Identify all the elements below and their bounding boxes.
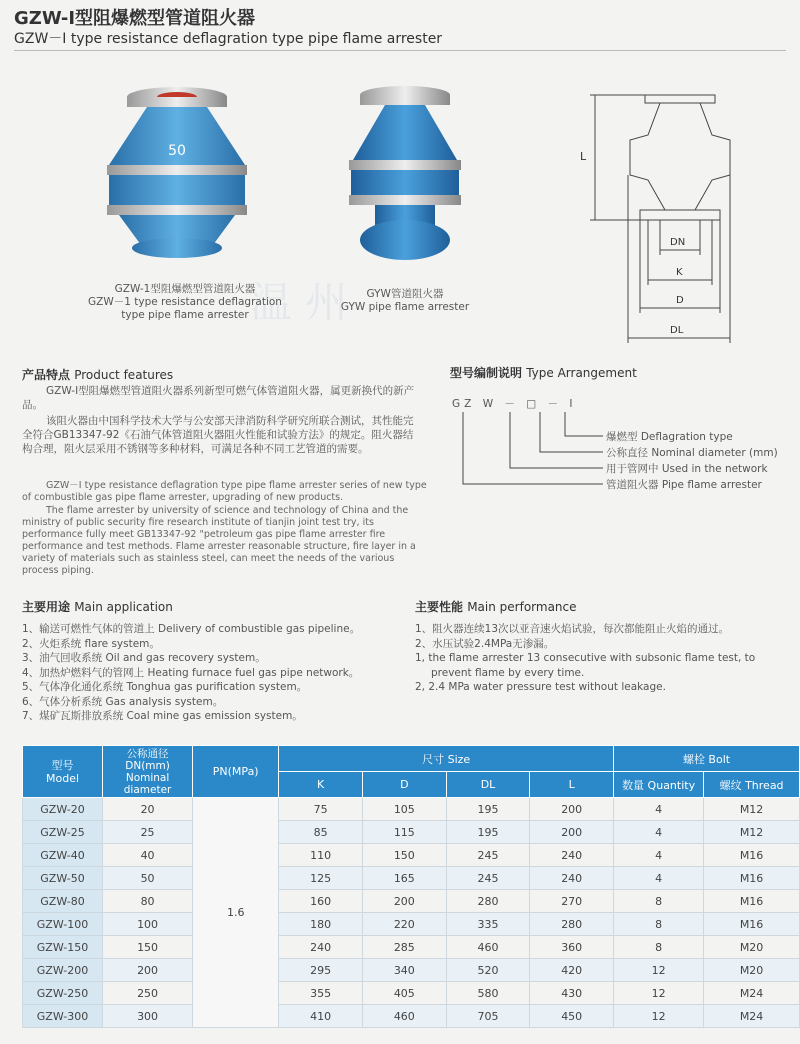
- cell-qty: 12: [614, 959, 704, 982]
- caption-en: GYW pipe flame arrester: [340, 301, 470, 313]
- th-model: 型号 Model: [23, 746, 103, 798]
- cell-qty: 4: [614, 798, 704, 821]
- cell-k: 355: [279, 982, 363, 1005]
- cell-qty: 8: [614, 913, 704, 936]
- application-heading: [22, 598, 173, 615]
- dim-label-L: L: [580, 150, 587, 163]
- cell-model: GZW-20: [23, 798, 103, 821]
- th-bolt: 螺栓 Bolt: [614, 746, 800, 772]
- type-item: 爆燃型 Deflagration type: [606, 431, 733, 443]
- cell-model: GZW-50: [23, 867, 103, 890]
- cell-dn: 250: [103, 982, 193, 1005]
- table-row: [23, 913, 800, 936]
- cell-pn: 1.6: [193, 798, 279, 1028]
- cell-model: GZW-250: [23, 982, 103, 1005]
- heading-cn: 主要性能: [415, 600, 464, 614]
- heading-cn: 产品特点: [22, 368, 71, 382]
- list-item: 4、加热炉燃料气的管网上 Heating furnace fuel gas pipe network。: [22, 666, 360, 679]
- type-bracket-lines: [455, 410, 605, 492]
- th-D: D: [362, 772, 446, 798]
- type-arrangement-heading: [450, 364, 637, 381]
- cell-l: 240: [530, 867, 614, 890]
- table-row: [23, 959, 800, 982]
- header-divider: [14, 50, 786, 51]
- heading-en: Type Arrangement: [526, 366, 637, 380]
- list-item: 6、气体分析系统 Gas analysis system。: [22, 695, 224, 708]
- table-row: [23, 821, 800, 844]
- th-thread: 螺纹 Thread: [704, 772, 800, 798]
- heading-en: Main application: [74, 600, 173, 614]
- cell-dl: 195: [446, 798, 530, 821]
- watermark: 温 州: [250, 278, 348, 327]
- th-L: L: [530, 772, 614, 798]
- cell-dn: 200: [103, 959, 193, 982]
- cell-qty: 4: [614, 821, 704, 844]
- cell-k: 410: [279, 1005, 363, 1028]
- dim-label-K: K: [676, 267, 683, 278]
- cell-dl: 580: [446, 982, 530, 1005]
- list-item: 5、气体净化通化系统 Tonghua gas purification system。: [22, 681, 308, 693]
- code-part: －: [547, 398, 563, 410]
- cell-l: 270: [530, 890, 614, 913]
- application-list: [22, 622, 360, 724]
- code-part: W: [482, 398, 498, 410]
- dim-label-D: D: [676, 295, 684, 306]
- cell-k: 295: [279, 959, 363, 982]
- cell-thread: M16: [704, 890, 800, 913]
- list-item: 7、煤矿瓦斯排放系统 Coal mine gas emission system。: [22, 710, 303, 722]
- dim-label-DL: DL: [670, 325, 684, 336]
- dimension-drawing: [570, 85, 790, 350]
- cell-dn: 25: [103, 821, 193, 844]
- type-code: [452, 396, 576, 411]
- cell-k: 85: [279, 821, 363, 844]
- th-pn: PN(MPa): [193, 746, 279, 798]
- cell-dl: 705: [446, 1005, 530, 1028]
- cell-d: 285: [362, 936, 446, 959]
- th-dn: 公称通径 DN(mm) Nominal diameter: [103, 746, 193, 798]
- cell-dl: 460: [446, 936, 530, 959]
- cell-thread: M16: [704, 913, 800, 936]
- th-DL: DL: [446, 772, 530, 798]
- cell-model: GZW-200: [23, 959, 103, 982]
- heading-en: Product features: [74, 368, 174, 382]
- cell-qty: 4: [614, 844, 704, 867]
- cell-thread: M20: [704, 936, 800, 959]
- list-item: 2, 2.4 MPa water pressure test without leakage.: [415, 681, 666, 693]
- list-item: 1、阻火器连续13次以亚音速火焰试验，每次都能阻止火焰的通过。: [415, 623, 730, 635]
- cell-d: 220: [362, 913, 446, 936]
- cell-model: GZW-80: [23, 890, 103, 913]
- cell-d: 200: [362, 890, 446, 913]
- cell-qty: 12: [614, 982, 704, 1005]
- cell-dn: 150: [103, 936, 193, 959]
- cell-dn: 80: [103, 890, 193, 913]
- cell-d: 115: [362, 821, 446, 844]
- cell-model: GZW-150: [23, 936, 103, 959]
- product-photo-gyw: [345, 85, 465, 265]
- type-item: 管道阻火器 Pipe flame arrester: [606, 479, 762, 491]
- cell-dn: 100: [103, 913, 193, 936]
- table-row: [23, 798, 800, 821]
- size-badge: 50: [168, 143, 186, 159]
- cell-qty: 4: [614, 867, 704, 890]
- caption-cn: GYW管道阻火器: [366, 288, 444, 300]
- cell-thread: M12: [704, 821, 800, 844]
- cell-d: 165: [362, 867, 446, 890]
- list-item: 1, the flame arrester 13 consecutive with subsonic flame test, to: [415, 652, 756, 664]
- cell-model: GZW-300: [23, 1005, 103, 1028]
- features-para-cn-1: GZW-Ⅰ型阻爆燃型管道阻火器系列新型可燃气体管道阻火器，属更新换代的新产品。: [22, 385, 415, 411]
- table-row: [23, 1005, 800, 1028]
- performance-heading: [415, 598, 577, 615]
- cell-qty: 8: [614, 890, 704, 913]
- cell-thread: M16: [704, 867, 800, 890]
- cell-k: 75: [279, 798, 363, 821]
- performance-list: [415, 622, 795, 695]
- cell-dn: 50: [103, 867, 193, 890]
- page-title-cn: GZW-Ⅰ型阻爆燃型管道阻火器: [14, 8, 256, 29]
- cell-l: 200: [530, 798, 614, 821]
- features-para-cn-2: 该阻火器由中国科学技术大学与公安部天津消防科学研究所联合测试，其性能完全符合GB13347-92《石油气体管道阻火器阻火性能和试验方法》的规定。阻火器结构合理，阻火层采用不锈钢等多种材料，可满足各种不同工艺管道的需要。: [22, 415, 414, 455]
- cell-k: 240: [279, 936, 363, 959]
- features-para-en-2: The flame arrester by university of science and technology of China and the ministry of public security fire research institute of tianjin joint test try, its performance fully meet GB13347-92 "petroleum gas pipe flame arrester fire performance and test methods. Flame arrester reasonable structure, fire layer in a variety of materials such as stainless steel, can meet the needs of the various process piping.: [22, 505, 416, 576]
- cell-dn: 20: [103, 798, 193, 821]
- code-part: －: [504, 398, 519, 410]
- list-item: 2、火炬系统 flare system。: [22, 637, 160, 650]
- heading-cn: 型号编制说明: [450, 366, 523, 380]
- code-part: Ⅰ: [569, 398, 577, 410]
- cell-k: 110: [279, 844, 363, 867]
- cell-thread: M12: [704, 798, 800, 821]
- cell-thread: M24: [704, 1005, 800, 1028]
- cell-qty: 8: [614, 936, 704, 959]
- cell-dl: 195: [446, 821, 530, 844]
- cell-dl: 520: [446, 959, 530, 982]
- features-para-en-1: GZW－Ⅰ type resistance deflagration type pipe flame arrester series of new type of combustible gas pipe flame arrester, upgrading of new products.: [22, 480, 427, 503]
- table-row: [23, 936, 800, 959]
- heading-en: Main performance: [467, 600, 577, 614]
- code-part: □: [526, 398, 541, 410]
- features-heading: [22, 366, 173, 383]
- product-photo-gzw1: [95, 85, 260, 260]
- table-row: [23, 890, 800, 913]
- list-item: 1、输送可燃性气体的管道上 Delivery of combustible gas pipeline。: [22, 623, 361, 635]
- cell-d: 105: [362, 798, 446, 821]
- cell-d: 150: [362, 844, 446, 867]
- cell-d: 460: [362, 1005, 446, 1028]
- cell-qty: 12: [614, 1005, 704, 1028]
- cell-dl: 245: [446, 844, 530, 867]
- dim-label-DN: DN: [670, 237, 686, 248]
- cell-dn: 40: [103, 844, 193, 867]
- table-row: [23, 867, 800, 890]
- cell-dn: 300: [103, 1005, 193, 1028]
- cell-dl: 245: [446, 867, 530, 890]
- type-item: 公称直径 Nominal diameter (mm): [606, 447, 778, 459]
- cell-thread: M24: [704, 982, 800, 1005]
- cell-l: 450: [530, 1005, 614, 1028]
- cell-dl: 280: [446, 890, 530, 913]
- cell-thread: M20: [704, 959, 800, 982]
- list-item: 2、水压试验2.4MPa无渗漏。: [415, 637, 555, 650]
- th-K: K: [279, 772, 363, 798]
- cell-l: 240: [530, 844, 614, 867]
- table-row: [23, 844, 800, 867]
- type-item: 用于管网中 Used in the network: [606, 463, 768, 475]
- list-item: prevent flame by every time.: [431, 666, 585, 679]
- cell-thread: M16: [704, 844, 800, 867]
- cell-k: 180: [279, 913, 363, 936]
- cell-dl: 335: [446, 913, 530, 936]
- cell-l: 200: [530, 821, 614, 844]
- code-part: GZ: [452, 398, 476, 410]
- cell-l: 420: [530, 959, 614, 982]
- cell-k: 125: [279, 867, 363, 890]
- page-title-en: GZW－Ⅰ type resistance deflagration type pipe flame arrester: [14, 31, 443, 47]
- th-size: 尺寸 Size: [279, 746, 614, 772]
- cell-d: 405: [362, 982, 446, 1005]
- spec-table: [22, 745, 800, 1028]
- cell-model: GZW-40: [23, 844, 103, 867]
- cell-k: 160: [279, 890, 363, 913]
- cell-l: 430: [530, 982, 614, 1005]
- cell-l: 280: [530, 913, 614, 936]
- type-items: [606, 429, 778, 493]
- caption-en: GZW－1 type resistance deflagration type pipe flame arrester: [88, 296, 282, 321]
- caption-cn: GZW-1型阻爆燃型管道阻火器: [114, 283, 256, 295]
- cell-l: 360: [530, 936, 614, 959]
- heading-cn: 主要用途: [22, 600, 71, 614]
- cell-d: 340: [362, 959, 446, 982]
- th-qty: 数量 Quantity: [614, 772, 704, 798]
- cell-model: GZW-100: [23, 913, 103, 936]
- table-row: [23, 982, 800, 1005]
- list-item: 3、油气回收系统 Oil and gas recovery system。: [22, 652, 266, 664]
- cell-model: GZW-25: [23, 821, 103, 844]
